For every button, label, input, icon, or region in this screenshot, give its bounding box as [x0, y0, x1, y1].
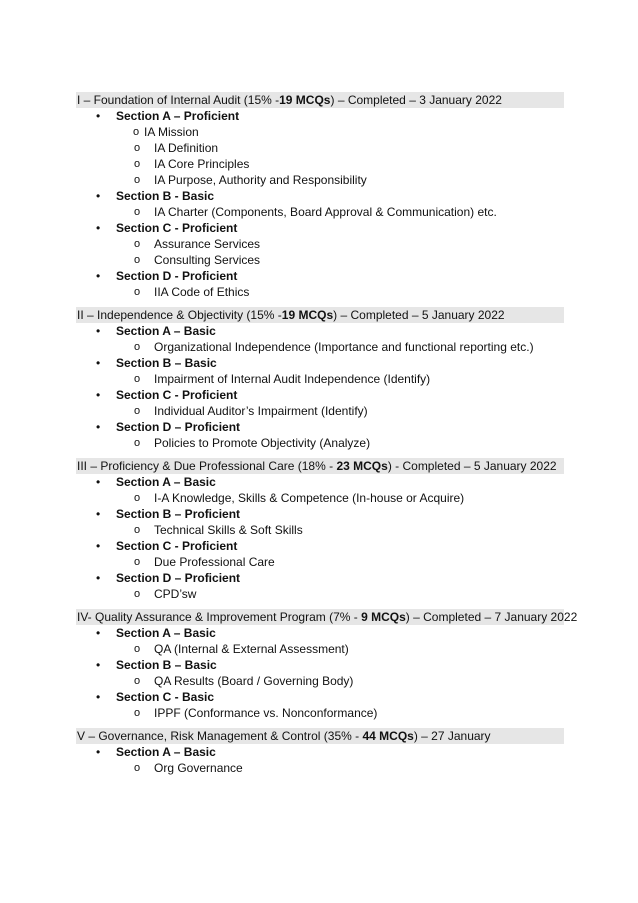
bullet-icon: • — [96, 420, 101, 434]
module-block — [76, 609, 578, 721]
sub-item-label: IA Definition — [154, 141, 219, 155]
sub-item-label: I-A Knowledge, Skills & Competence (In-house or Acquire) — [154, 491, 465, 505]
section-heading — [76, 625, 564, 641]
section-heading — [76, 108, 564, 124]
sub-item — [76, 284, 564, 300]
circle-bullet-icon: o — [134, 142, 141, 154]
sub-item-label: Technical Skills & Soft Skills — [154, 523, 303, 537]
section-label: Section B – Proficient — [116, 507, 241, 521]
module-mcq-count: 19 MCQs — [279, 93, 331, 107]
circle-bullet-icon: o — [134, 286, 141, 298]
bullet-icon: • — [96, 324, 101, 338]
bullet-icon: • — [96, 539, 101, 553]
circle-bullet-icon: o — [134, 174, 141, 186]
module-header — [76, 728, 564, 744]
bullet-icon: • — [96, 745, 101, 759]
module-header — [76, 609, 578, 625]
circle-bullet-icon: o — [134, 206, 141, 218]
sub-item-label: Assurance Services — [154, 237, 261, 251]
circle-bullet-icon: o — [134, 341, 141, 353]
bullet-icon: • — [96, 690, 101, 704]
sub-item-label: Consulting Services — [154, 253, 261, 267]
sub-item — [76, 172, 564, 188]
sub-item — [76, 403, 564, 419]
section-block — [76, 506, 564, 538]
bullet-icon: • — [96, 571, 101, 585]
bullet-icon: • — [96, 507, 101, 521]
section-block — [76, 657, 564, 689]
section-heading — [76, 474, 564, 490]
circle-bullet-icon: o — [134, 524, 141, 536]
section-label: Section D - Proficient — [116, 269, 238, 283]
circle-bullet-icon: o — [134, 373, 141, 385]
section-label: Section B – Basic — [116, 658, 217, 672]
module-header-suffix: ) – Completed – 3 January 2022 — [330, 93, 502, 107]
module-header-suffix: ) – Completed – 5 January 2022 — [333, 308, 505, 322]
circle-bullet-icon: o — [134, 437, 141, 449]
module-header-prefix: III – Proficiency & Due Professional Care (18% - — [77, 459, 337, 473]
section-heading — [76, 570, 564, 586]
module-mcq-count: 9 MCQs — [361, 610, 406, 624]
section-heading — [76, 268, 564, 284]
sub-item — [76, 641, 564, 657]
section-label: Section A – Basic — [116, 745, 216, 759]
section-block — [76, 220, 564, 268]
section-heading — [76, 657, 564, 673]
circle-bullet-icon: o — [134, 405, 141, 417]
section-label: Section C - Proficient — [116, 388, 238, 402]
section-label: Section D – Proficient — [116, 420, 241, 434]
sub-item-label: IA Mission — [144, 125, 199, 139]
section-label: Section C - Basic — [116, 690, 215, 704]
section-label: Section D – Proficient — [116, 571, 241, 585]
circle-bullet-icon: o — [134, 588, 141, 600]
sub-item-label: IA Core Principles — [154, 157, 250, 171]
sub-item — [76, 371, 564, 387]
section-block — [76, 108, 564, 188]
sub-item-label: Individual Auditor’s Impairment (Identify) — [154, 404, 368, 418]
section-block — [76, 323, 564, 355]
section-label: Section C - Proficient — [116, 221, 238, 235]
section-label: Section A – Basic — [116, 324, 216, 338]
sub-item-label: CPD’sw — [154, 587, 197, 601]
section-block — [76, 689, 564, 721]
section-heading — [76, 387, 564, 403]
section-heading — [76, 538, 564, 554]
section-label: Section B – Basic — [116, 356, 217, 370]
bullet-icon: • — [96, 356, 101, 370]
circle-bullet-icon: o — [134, 254, 141, 266]
bullet-icon: • — [96, 269, 101, 283]
sub-item-label: IA Charter (Components, Board Approval & Communication) etc. — [154, 205, 497, 219]
section-block — [76, 387, 564, 419]
sub-item-label: Due Professional Care — [154, 555, 275, 569]
section-block — [76, 355, 564, 387]
sub-item-label: Policies to Promote Objectivity (Analyze) — [154, 436, 371, 450]
section-heading — [76, 323, 564, 339]
module-header-prefix: IV- Quality Assurance & Improvement Program (7% - — [77, 610, 362, 624]
circle-bullet-icon: o — [134, 556, 141, 568]
sub-item — [76, 490, 564, 506]
module-header-prefix: II – Independence & Objectivity (15% - — [77, 308, 282, 322]
sub-item-label: IPPF (Conformance vs. Nonconformance) — [154, 706, 378, 720]
module-header — [76, 307, 564, 323]
circle-bullet-icon: o — [134, 707, 141, 719]
sub-item-label: Impairment of Internal Audit Independence (Identify) — [154, 372, 431, 386]
module-mcq-count: 23 MCQs — [336, 459, 388, 473]
section-label: Section A – Basic — [116, 626, 216, 640]
section-block — [76, 474, 564, 506]
bullet-icon: • — [96, 109, 101, 123]
module-header-suffix: ) – Completed – 7 January 2022 — [405, 610, 578, 624]
module-header — [76, 458, 564, 474]
syllabus-outline — [76, 92, 578, 783]
section-block — [76, 419, 564, 451]
module-header-prefix: V – Governance, Risk Management & Control (35% - — [77, 729, 363, 743]
module-mcq-count: 19 MCQs — [281, 308, 334, 322]
sub-item — [76, 124, 564, 140]
section-heading — [76, 506, 564, 522]
sub-item — [76, 236, 564, 252]
section-heading — [76, 188, 564, 204]
sub-item-label: IIA Code of Ethics — [154, 285, 250, 299]
sub-item — [76, 435, 564, 451]
sub-item — [76, 673, 564, 689]
circle-bullet-icon: o — [134, 238, 141, 250]
sub-item-label: Organizational Independence (Importance and functional reporting etc.) — [154, 340, 534, 354]
sub-item — [76, 140, 564, 156]
sub-item — [76, 204, 564, 220]
section-block — [76, 625, 564, 657]
sub-item — [76, 156, 564, 172]
circle-bullet-icon: o — [134, 762, 141, 774]
sub-item-label: Org Governance — [154, 761, 243, 775]
sub-item — [76, 760, 564, 776]
module-block — [76, 307, 564, 451]
section-block — [76, 538, 564, 570]
module-header-suffix: ) – 27 January — [413, 729, 491, 743]
section-heading — [76, 689, 564, 705]
section-heading — [76, 744, 564, 760]
sub-item — [76, 554, 564, 570]
sub-item-label: IA Purpose, Authority and Responsibility — [154, 173, 367, 187]
sub-item — [76, 705, 564, 721]
bullet-icon: • — [96, 475, 101, 489]
bullet-icon: • — [96, 626, 101, 640]
sub-item — [76, 522, 564, 538]
module-header-suffix: ) - Completed – 5 January 2022 — [387, 459, 557, 473]
section-label: Section C - Proficient — [116, 539, 238, 553]
sub-item — [76, 586, 564, 602]
section-block — [76, 570, 564, 602]
circle-bullet-icon: o — [134, 675, 141, 687]
section-heading — [76, 220, 564, 236]
circle-bullet-icon: o — [134, 643, 141, 655]
section-heading — [76, 355, 564, 371]
module-header-prefix: I – Foundation of Internal Audit (15% - — [77, 93, 280, 107]
section-label: Section B - Basic — [116, 189, 215, 203]
module-block — [76, 458, 564, 602]
bullet-icon: • — [96, 221, 101, 235]
module-header — [76, 92, 564, 108]
sub-item — [76, 339, 564, 355]
sub-item-label: QA (Internal & External Assessment) — [154, 642, 349, 656]
section-block — [76, 744, 564, 776]
circle-bullet-icon: o — [133, 126, 140, 138]
circle-bullet-icon: o — [134, 492, 141, 504]
bullet-icon: • — [96, 189, 101, 203]
module-block — [76, 728, 564, 776]
bullet-icon: • — [96, 388, 101, 402]
module-block — [76, 92, 564, 300]
sub-item — [76, 252, 564, 268]
section-label: Section A – Proficient — [116, 109, 240, 123]
bullet-icon: • — [96, 658, 101, 672]
section-label: Section A – Basic — [116, 475, 216, 489]
section-block — [76, 188, 564, 220]
circle-bullet-icon: o — [134, 158, 141, 170]
section-block — [76, 268, 564, 300]
sub-item-label: QA Results (Board / Governing Body) — [154, 674, 354, 688]
section-heading — [76, 419, 564, 435]
module-mcq-count: 44 MCQs — [362, 729, 414, 743]
